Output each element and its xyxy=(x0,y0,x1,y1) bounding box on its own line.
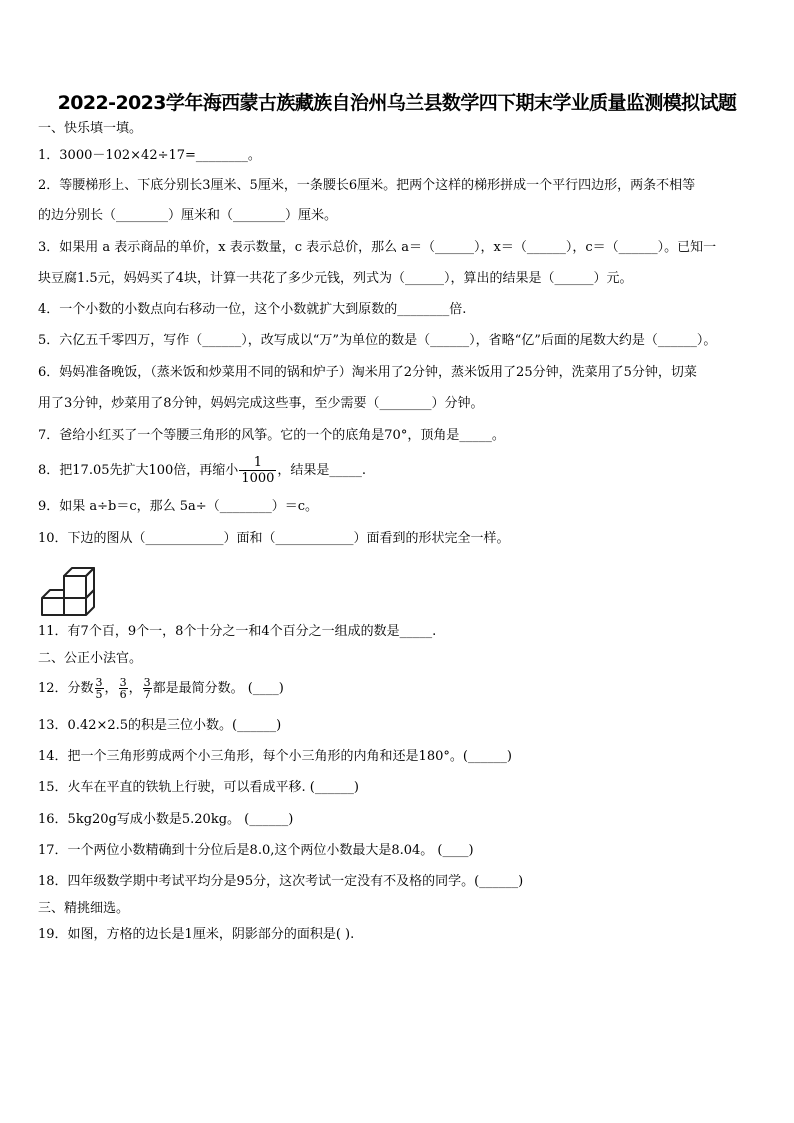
fraction-numerator: 1 xyxy=(239,455,276,471)
section-heading-judge: 二、公正小法官。 xyxy=(38,651,143,666)
question-6-line-1: 6．妈妈准备晚饭，（蒸米饭和炒菜用不同的锅和炉子）淘米用了2分钟，蒸米饭用了25分钟，洗菜用了5分钟，切菜 xyxy=(38,365,697,380)
fraction-1-over-1000 xyxy=(239,455,276,486)
question-12-text-after: 都是最简分数。 (____) xyxy=(152,681,284,696)
question-2-line-2: 的边分别长（________）厘米和（________）厘米。 xyxy=(38,208,338,223)
question-3-line-2: 块豆腐1.5元，妈妈买了4块，计算一共花了多少元钱，列式为（______），算出的结果是（______）元。 xyxy=(38,271,633,286)
question-10: 10．下边的图从（____________）面和（____________）面看到的形状完全一样。 xyxy=(38,531,510,546)
fraction-numerator: 3 xyxy=(95,676,103,689)
question-3-line-1: 3．如果用 a 表示商品的单价，x 表示数量，c 表示总价，那么 a＝（______），x＝（______），c＝（______）。已知一 xyxy=(38,240,717,255)
question-2-line-1: 2．等腰梯形上、下底分别长3厘米、5厘米，一条腰长6厘米。把两个这样的梯形拼成一个平行四边形，两条不相等 xyxy=(38,178,696,193)
fraction-3-over-6 xyxy=(119,677,128,700)
cube-stack-figure xyxy=(40,560,110,618)
question-12 xyxy=(38,674,284,704)
fraction-3-over-5 xyxy=(95,677,104,700)
fraction-denominator: 1000 xyxy=(241,471,275,486)
question-7: 7．爸给小红买了一个等腰三角形的风筝。它的一个的底角是70°，顶角是_____。 xyxy=(38,428,505,443)
section-heading-choose: 三、精挑细选。 xyxy=(38,901,130,916)
question-15: 15．火车在平直的铁轨上行驶，可以看成平移. (______) xyxy=(38,780,359,795)
question-8-text-before: 8．把17.05先扩大100倍，再缩小 xyxy=(38,463,239,478)
section-heading-fill: 一、快乐填一填。 xyxy=(38,121,143,136)
separator: ， xyxy=(128,681,142,696)
fraction-denominator: 5 xyxy=(95,688,103,701)
separator: ， xyxy=(104,681,118,696)
fraction-numerator: 3 xyxy=(143,676,151,689)
question-12-text-before: 12．分数 xyxy=(38,681,94,696)
question-8-text-after: ，结果是_____. xyxy=(277,463,367,478)
question-17: 17．一个两位小数精确到十分位后是8.0,这个两位小数最大是8.04。 (____) xyxy=(38,843,474,858)
fraction-numerator: 3 xyxy=(119,676,127,689)
fraction-denominator: 6 xyxy=(119,688,127,701)
question-11: 11．有7个百，9个一，8个十分之一和4个百分之一组成的数是_____. xyxy=(38,624,437,639)
question-5: 5．六亿五千零四万，写作（______），改写成以“万”为单位的数是（______），省略“亿”后面的尾数大约是（______）。 xyxy=(38,333,717,348)
question-8 xyxy=(38,455,366,487)
question-19: 19．如图，方格的边长是1厘米，阴影部分的面积是( ). xyxy=(38,927,355,942)
question-1: 1．3000－102×42÷17=________。 xyxy=(38,148,261,163)
question-9: 9．如果 a÷b＝c，那么 5a÷（________）＝c。 xyxy=(38,499,318,514)
page-title: 2022-2023学年海西蒙古族藏族自治州乌兰县数学四下期末学业质量监测模拟试题 xyxy=(57,92,737,114)
question-6-line-2: 用了3分钟，炒菜用了8分钟，妈妈完成这些事，至少需要（________）分钟。 xyxy=(38,396,484,411)
question-4: 4．一个小数的小数点向右移动一位，这个小数就扩大到原数的________倍. xyxy=(38,302,467,317)
fraction-3-over-7 xyxy=(143,677,152,700)
question-18: 18．四年级数学期中考试平均分是95分，这次考试一定没有不及格的同学。(______) xyxy=(38,874,524,889)
question-13: 13．0.42×2.5的积是三位小数。(______) xyxy=(38,718,282,733)
question-16: 16．5kg20g写成小数是5.20kg。 (______) xyxy=(38,812,294,827)
fraction-denominator: 7 xyxy=(143,688,151,701)
question-14: 14．把一个三角形剪成两个小三角形，每个小三角形的内角和还是180°。(______) xyxy=(38,749,512,764)
